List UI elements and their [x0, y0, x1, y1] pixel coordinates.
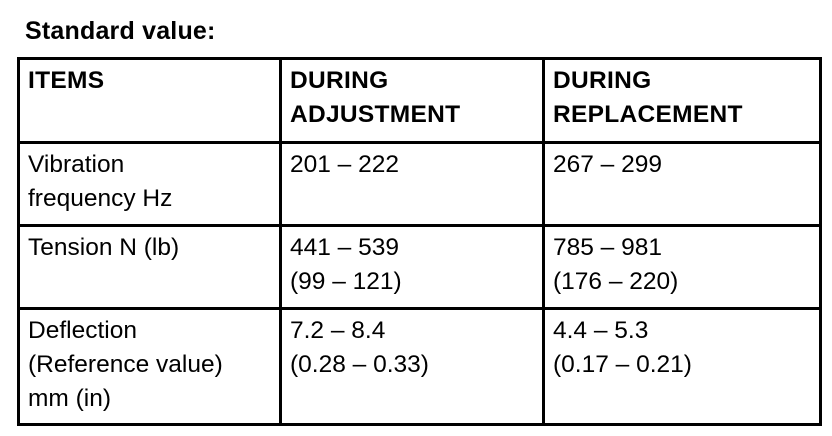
table-row-tension [19, 226, 821, 309]
header-replacement-line-2: REPLACEMENT [553, 101, 743, 128]
cell-adjustment-vibration [281, 143, 544, 226]
header-during-replacement [544, 59, 821, 143]
item-line: mm (in) [28, 385, 112, 412]
cell-item-deflection [19, 309, 281, 425]
value-line: (0.28 – 0.33) [290, 351, 429, 378]
value-line: 267 – 299 [553, 151, 662, 178]
value-line: (0.17 – 0.21) [553, 351, 692, 378]
item-line: Deflection [28, 317, 137, 344]
table-row-vibration-frequency [19, 143, 821, 226]
header-during-adjustment [281, 59, 544, 143]
header-items-label: ITEMS [28, 67, 105, 94]
item-line: (Reference value) [28, 351, 223, 378]
cell-item-tension [19, 226, 281, 309]
value-line: 441 – 539 [290, 234, 399, 261]
value-line: 4.4 – 5.3 [553, 317, 649, 344]
cell-replacement-deflection [544, 309, 821, 425]
value-line: (99 – 121) [290, 268, 402, 295]
item-line: Vibration [28, 151, 125, 178]
cell-adjustment-deflection [281, 309, 544, 425]
cell-replacement-tension [544, 226, 821, 309]
value-line: 785 – 981 [553, 234, 662, 261]
header-items [19, 59, 281, 143]
standard-value-table [17, 57, 822, 426]
table-row-deflection [19, 309, 821, 425]
header-replacement-line-1: DURING [553, 67, 652, 94]
header-adjustment-line-2: ADJUSTMENT [290, 101, 461, 128]
value-line: (176 – 220) [553, 268, 679, 295]
page-heading: Standard value: [25, 17, 216, 45]
item-line: frequency Hz [28, 185, 173, 212]
item-line: Tension N (lb) [28, 234, 180, 261]
cell-item-vibration [19, 143, 281, 226]
table-header-row [19, 59, 821, 143]
value-line: 201 – 222 [290, 151, 399, 178]
value-line: 7.2 – 8.4 [290, 317, 386, 344]
header-adjustment-line-1: DURING [290, 67, 389, 94]
cell-adjustment-tension [281, 226, 544, 309]
cell-replacement-vibration [544, 143, 821, 226]
